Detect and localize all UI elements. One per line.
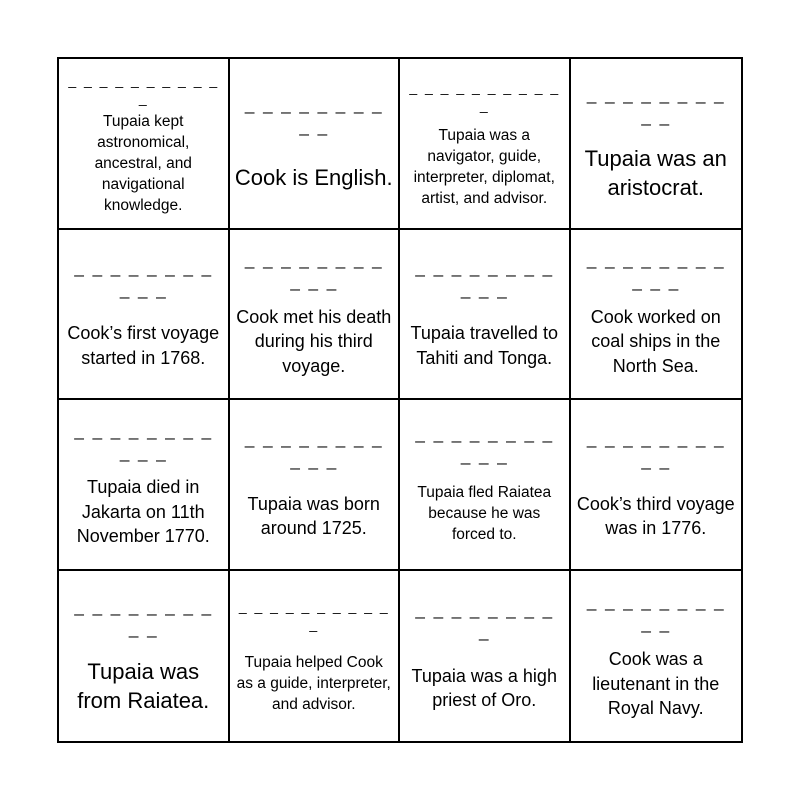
bingo-cell-5[interactable] — [59, 230, 230, 401]
bingo-cell-3[interactable] — [400, 59, 571, 230]
answer-blank: _ _ _ _ _ _ _ _ _ _ _ — [244, 250, 383, 292]
bingo-cell-14[interactable] — [230, 571, 401, 742]
answer-blank: _ _ _ _ _ _ _ _ _ _ — [586, 428, 725, 470]
answer-blank: _ _ _ _ _ _ _ _ _ _ _ — [586, 250, 725, 292]
answer-blank: _ _ _ _ _ _ _ _ _ _ — [74, 597, 213, 639]
clue-text: Tupaia helped Cook as a guide, interpreter, and advisor. — [236, 653, 391, 713]
answer-blank: _ _ _ _ _ _ _ _ _ _ _ — [409, 78, 560, 113]
clue-text: Cook’s first voyage started in 1768. — [67, 323, 220, 368]
answer-blank: _ _ _ _ _ _ _ _ _ _ _ — [244, 428, 383, 470]
answer-blank: _ _ _ _ _ _ _ _ _ _ _ — [415, 424, 554, 466]
bingo-cell-2[interactable] — [230, 59, 401, 230]
clue-text: Cook’s third voyage was in 1776. — [576, 493, 735, 539]
clue-text: Tupaia fled Raiatea because he was forced to. — [417, 484, 552, 544]
bingo-cell-7[interactable] — [400, 230, 571, 401]
bingo-board — [57, 57, 743, 743]
bingo-cell-16[interactable] — [571, 571, 742, 742]
answer-blank: _ _ _ _ _ _ _ _ _ _ _ — [74, 420, 213, 462]
answer-blank: _ _ _ _ _ _ _ _ _ _ — [244, 94, 383, 136]
answer-blank: _ _ _ _ _ _ _ _ _ _ _ — [68, 71, 219, 106]
clue-text: Cook worked on coal ships in the North Sea. — [590, 306, 721, 376]
bingo-cell-4[interactable] — [571, 59, 742, 230]
clue-text: Tupaia travelled to Tahiti and Tonga. — [410, 323, 558, 368]
bingo-cell-10[interactable] — [230, 400, 401, 571]
bingo-cell-13[interactable] — [59, 571, 230, 742]
bingo-cell-8[interactable] — [571, 230, 742, 401]
clue-text: Tupaia was a navigator, guide, interpreter, diplomat, artist, and advisor. — [413, 126, 555, 207]
bingo-cell-9[interactable] — [59, 400, 230, 571]
bingo-cell-11[interactable] — [400, 400, 571, 571]
clue-text: Cook was a lieutenant in the Royal Navy. — [592, 649, 720, 719]
bingo-cell-1[interactable] — [59, 59, 230, 230]
clue-text: Tupaia was a high priest of Oro. — [411, 665, 557, 710]
answer-blank: _ _ _ _ _ _ _ _ _ _ _ — [415, 258, 554, 300]
clue-text: Tupaia was born around 1725. — [247, 493, 380, 539]
clue-text: Tupaia kept astronomical, ancestral, and navigational knowledge. — [94, 112, 192, 214]
bingo-cell-15[interactable] — [400, 571, 571, 742]
answer-blank: _ _ _ _ _ _ _ _ _ _ _ — [74, 258, 213, 300]
clue-text: Cook is English. — [234, 165, 393, 191]
answer-blank: _ _ _ _ _ _ _ _ _ — [415, 600, 554, 641]
answer-blank: _ _ _ _ _ _ _ _ _ _ — [586, 591, 725, 633]
answer-blank: _ _ _ _ _ _ _ _ _ _ _ — [238, 598, 389, 632]
clue-text: Cook met his death during his third voyage. — [236, 306, 392, 376]
bingo-cell-6[interactable] — [230, 230, 401, 401]
clue-text: Tupaia was from Raiatea. — [77, 659, 210, 713]
clue-text: Tupaia was an aristocrat. — [584, 146, 727, 200]
answer-blank: _ _ _ _ _ _ _ _ _ _ — [586, 85, 725, 127]
clue-text: Tupaia died in Jakarta on 11th November 1770. — [76, 477, 210, 547]
bingo-cell-12[interactable] — [571, 400, 742, 571]
